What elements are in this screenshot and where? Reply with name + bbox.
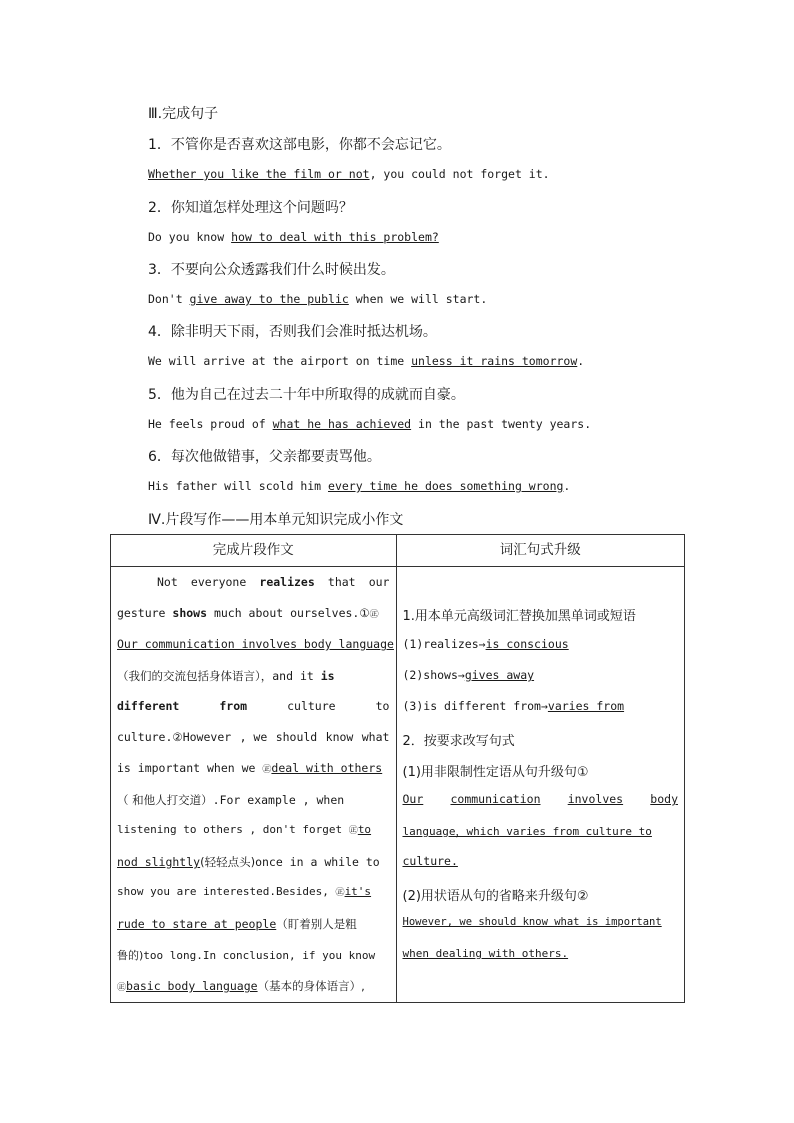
question-2-cn: 2．你知道怎样处理这个问题吗？ (148, 200, 353, 216)
para-line-8: （ 和他人打交道）.For example , when (117, 793, 345, 807)
question-2-en: Do you know how to deal with this problem? (148, 230, 439, 244)
question-3-cn: 3．不要向公众透露我们什么时候出发。 (148, 262, 395, 278)
para-line-11: show you are interested.Besides, ㊣it's (117, 885, 372, 898)
paragraph-cell (111, 567, 397, 1003)
question-4-cn: 4．除非明天下雨，否则我们会准时抵达机场。 (148, 324, 437, 340)
upgrade-instruction-1: 1.用本单元高级词汇替换加黑单词或短语 (402, 609, 636, 624)
para-line-12: rude to stare at people（盯着别人是粗 (117, 917, 357, 931)
upgrade-answer-2-line-2: when dealing with others. (402, 947, 569, 960)
col-header-upgrade: 词汇句式升级 (396, 535, 685, 567)
question-1-cn: 1．不管你是否喜欢这部电影，你都不会忘记它。 (148, 137, 451, 153)
answer-6: every time he does something wrong (328, 479, 564, 493)
para-line-13: 鲁的)too long.In conclusion, if you know (117, 949, 376, 962)
question-1-en: Whether you like the film or not, you could not forget it. (148, 167, 550, 181)
upgrade-answer-1-line-2: language，which varies from culture to (402, 825, 652, 838)
answer-2: how to deal with this problem? (231, 230, 439, 244)
question-3-en: Don't give away to the public when we will start. (148, 292, 488, 306)
para-line-14: ㊣basic body language（基本的身体语言）, (117, 979, 365, 993)
upgrade-sub-2: (2)用状语从句的省略来升级句② (402, 889, 589, 904)
para-line-1: Not everyone realizes that our (157, 575, 390, 589)
upgrade-instruction-2: 2．按要求改写句式 (402, 734, 515, 749)
upgrade-2-shows: (2)shows→gives away (402, 668, 535, 682)
upgrade-cell (396, 567, 685, 1003)
section-4-heading: Ⅳ.片段写作——用本单元知识完成小作文 (148, 512, 404, 528)
para-line-3: Our communication involves body language (117, 637, 394, 651)
para-line-10: nod slightly(轻轻点头)once in a while to (117, 855, 380, 869)
upgrade-3-different: (3)is different from→varies from (402, 699, 625, 713)
question-6-en: His father will scold him every time he does something wrong. (148, 479, 571, 493)
question-5-cn: 5．他为自己在过去二十年中所取得的成就而自豪。 (148, 387, 465, 403)
para-line-5: different from culture to (117, 699, 390, 713)
answer-3: give away to the public (189, 292, 349, 306)
upgrade-answer-2-line-1: However, we should know what is important (402, 916, 662, 928)
answer-1: Whether you like the film or not (148, 167, 370, 181)
upgrade-1-realizes: (1)realizes→is conscious (402, 637, 569, 651)
upgrade-answer-1-line-1: Our communication involves body (402, 792, 678, 806)
answer-4: unless it rains tomorrow (411, 354, 578, 368)
question-4-en: We will arrive at the airport on time unless it rains tomorrow. (148, 354, 585, 368)
answer-5: what he has achieved (272, 417, 412, 431)
para-line-2: gesture shows much about ourselves.①㊣ (117, 606, 379, 620)
question-6-cn: 6．每次他做错事，父亲都要责骂他。 (148, 449, 381, 465)
section-3-heading: Ⅲ.完成句子 (148, 106, 219, 122)
writing-table (110, 534, 685, 1003)
para-line-4: （我们的交流包括身体语言），and it is (117, 669, 335, 683)
upgrade-answer-1-line-3: culture. (402, 854, 458, 868)
col-header-paragraph: 完成片段作文 (111, 535, 397, 567)
upgrade-sub-1: (1)用非限制性定语从句升级句① (402, 765, 589, 780)
para-line-7: is important when we ㊣deal with others (117, 761, 383, 775)
para-line-9: listening to others , don't forget ㊣to (117, 823, 372, 836)
question-5-en: He feels proud of what he has achieved in the past twenty years. (148, 417, 592, 431)
para-line-6: culture.②However , we should know what (117, 730, 390, 744)
